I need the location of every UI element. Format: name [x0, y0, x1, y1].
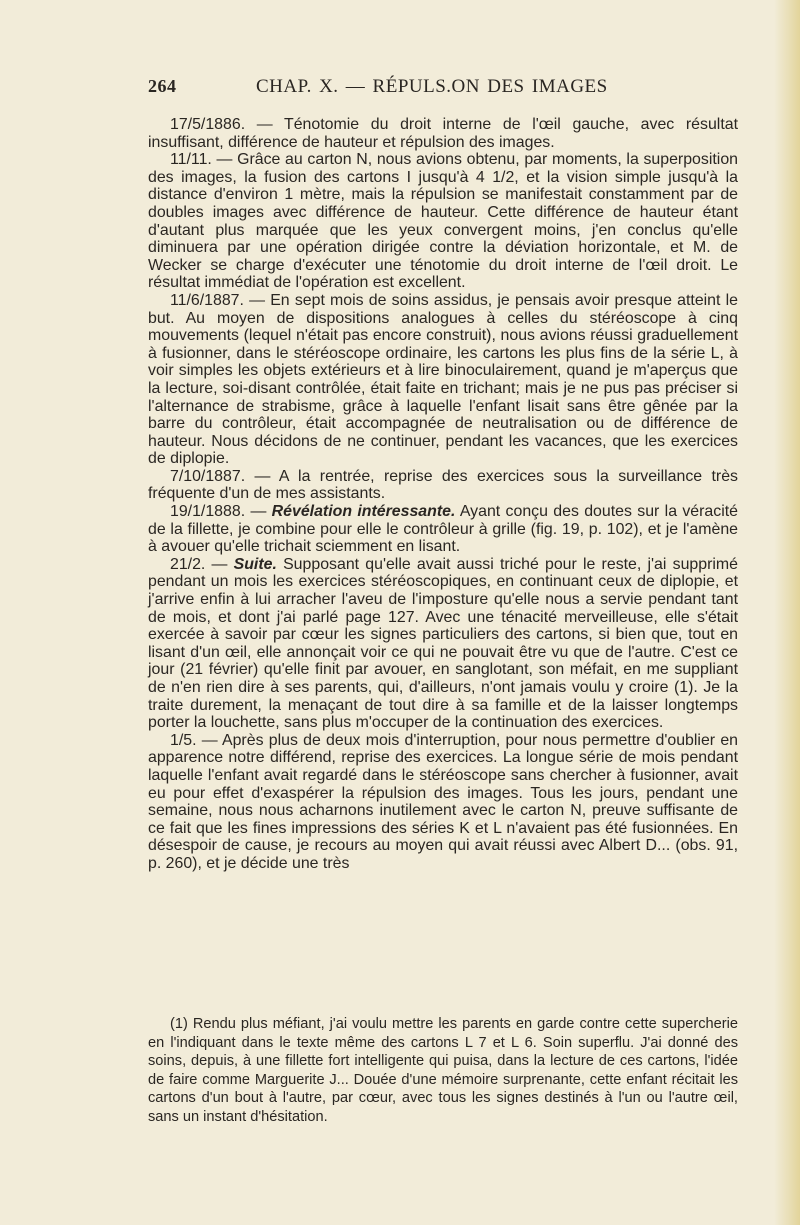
paragraph-text: — Ténotomie du droit interne de l'œil gauche, avec résultat insuffisant, différence de hauteur et répulsion des images. — [148, 116, 738, 151]
paragraph — [148, 292, 738, 468]
footnote — [148, 1015, 738, 1127]
dash: — — [245, 503, 272, 521]
entry-heading: Révélation intéressante. — [271, 503, 456, 521]
entry-date: 21/2. — [170, 555, 206, 573]
running-title: CHAP. X. — RÉPULS.ON DES IMAGES — [256, 76, 608, 97]
paragraph — [148, 116, 738, 151]
page-edge — [774, 0, 800, 1225]
entry-date: 17/5/1886. — [170, 116, 246, 133]
entry-date: 11/11. — [170, 151, 212, 169]
paragraph-text: — Après plus de deux mois d'interruption, pour nous permettre d'oublier en apparence notre différend, reprise des exercices. La longue série de mois pendant laquelle l'enfant avait regardé dans le stéréoscope sans chercher à fusionner, avait eu pour effet d'exaspérer la répulsion des images. Tous les jours, pendant une semaine, nous nous acharnons inutilement avec le carton N, preuve suffisante de ce fait que les fines impressions des séries K et L n'avaient pas été fusionnées. En désespoir de cause, je recours au moyen qui avait réussi avec Albert D... (obs. 91, p. 260), et je décide une très — [148, 731, 738, 872]
body-text — [148, 116, 738, 873]
page-number: 264 — [148, 76, 177, 96]
entry-heading: Suite. — [233, 555, 277, 573]
paragraph-text: — En sept mois de soins assidus, je pensais avoir presque atteint le but. Au moyen de dispositions analogues à celles du stéréoscope à cinq mouvements (lequel n'était pas encore construit), nous avions réussi graduellement à fusionner, dans le stéréoscope ordinaire, les cartons les plus fins de la série L, à voir simples les objets extérieurs et à lire binoculairement, quand je m'aperçus que la lecture, soi-disant contrôlée, était faite en trichant; mais je ne pus pas préciser si l'alternance de strabisme, grâce à laquelle l'enfant lisait sans être gênée par la barre du contrôleur, était accompagnée de neutralisation ou de différence de hauteur. Nous décidons de ne continuer, pendant les vacances, que les exercices de diplopie. — [148, 291, 738, 468]
paragraph-text: — Grâce au carton N, nous avions obtenu, par moments, la superposition des images, la fusion des cartons I jusqu'à 4 1/2, et la vision simple jusqu'à la distance d'environ 1 mètre, mais la répulsion se manifestait constamment par de doubles images avec différence de hauteur. Cette différence de hauteur étant d'autant plus marquée que les yeux convergent moins, j'en conclus qu'elle diminuera par une opération dirigée contre la déviation horizontale, et M. de Wecker se charge d'exécuter une ténotomie du droit interne de l'œil droit. Le résultat immédiat de l'opération est excellent. — [148, 151, 738, 292]
entry-date: 19/1/1888. — [170, 503, 246, 521]
entry-date: 7/10/1887. — [170, 467, 246, 485]
paragraph — [148, 556, 738, 732]
entry-date: 1/5. — [170, 731, 197, 749]
entry-date: 11/6/1887. — [170, 291, 244, 309]
running-header — [148, 76, 708, 100]
paragraph — [148, 151, 738, 292]
paragraph-text: Ayant conçu des doutes sur la véracité de la fillette, je combine pour elle le contrôleur à grille (fig. 19, p. 102), et je l'amène à avouer qu'elle trichait sciemment en lisant. — [148, 503, 738, 556]
paragraph — [148, 468, 738, 503]
footnote-text: (1) Rendu plus méfiant, j'ai voulu mettre les parents en garde contre cette supercherie en l'indiquant dans le texte même des cartons L 7 et L 6. Soin superflu. J'ai donné des soins, depuis, à une fillette fort intelligente qui puisa, dans la lecture de ces cartons, l'idée de faire comme Marguerite J... Douée d'une mémoire surprenante, cette enfant récitait les cartons d'un bout à l'autre, par cœur, avec tous les signes destinés à l'un ou l'autre œil, sans un instant d'hésitation. — [148, 1016, 738, 1125]
paragraph — [148, 503, 738, 556]
dash: — — [205, 555, 234, 573]
paragraph — [148, 732, 738, 873]
paragraph-text: — A la rentrée, reprise des exercices sous la surveillance très fréquente d'un de mes assistants. — [148, 467, 738, 503]
paragraph-text: Supposant qu'elle avait aussi triché pour le reste, j'ai supprimé pendant un mois les exercices stéréoscopiques, en continuant ceux de diplopie, et j'arrive enfin à lui arracher l'aveu de l'imposture qu'elle nous a servie pendant tant de mois, et dont j'ai parlé page 127. Avec une ténacité merveilleuse, elle s'était exercée à savoir par cœur les signes particuliers des cartons, si bien que, tout en lisant d'un œil, elle annonçait voir ce qui ne pouvait être vu que de l'autre. C'est ce jour (21 février) qu'elle finit par avouer, en sanglotant, son méfait, en me suppliant de n'en rien dire à ses parents, qui, d'ailleurs, n'ont jamais voulu y croire (1). Je la traite durement, la menaçant de tout dire à sa famille et de la laisser longtemps porter la louchette, sans plus m'occuper de la continuation des exercices. — [148, 555, 738, 732]
